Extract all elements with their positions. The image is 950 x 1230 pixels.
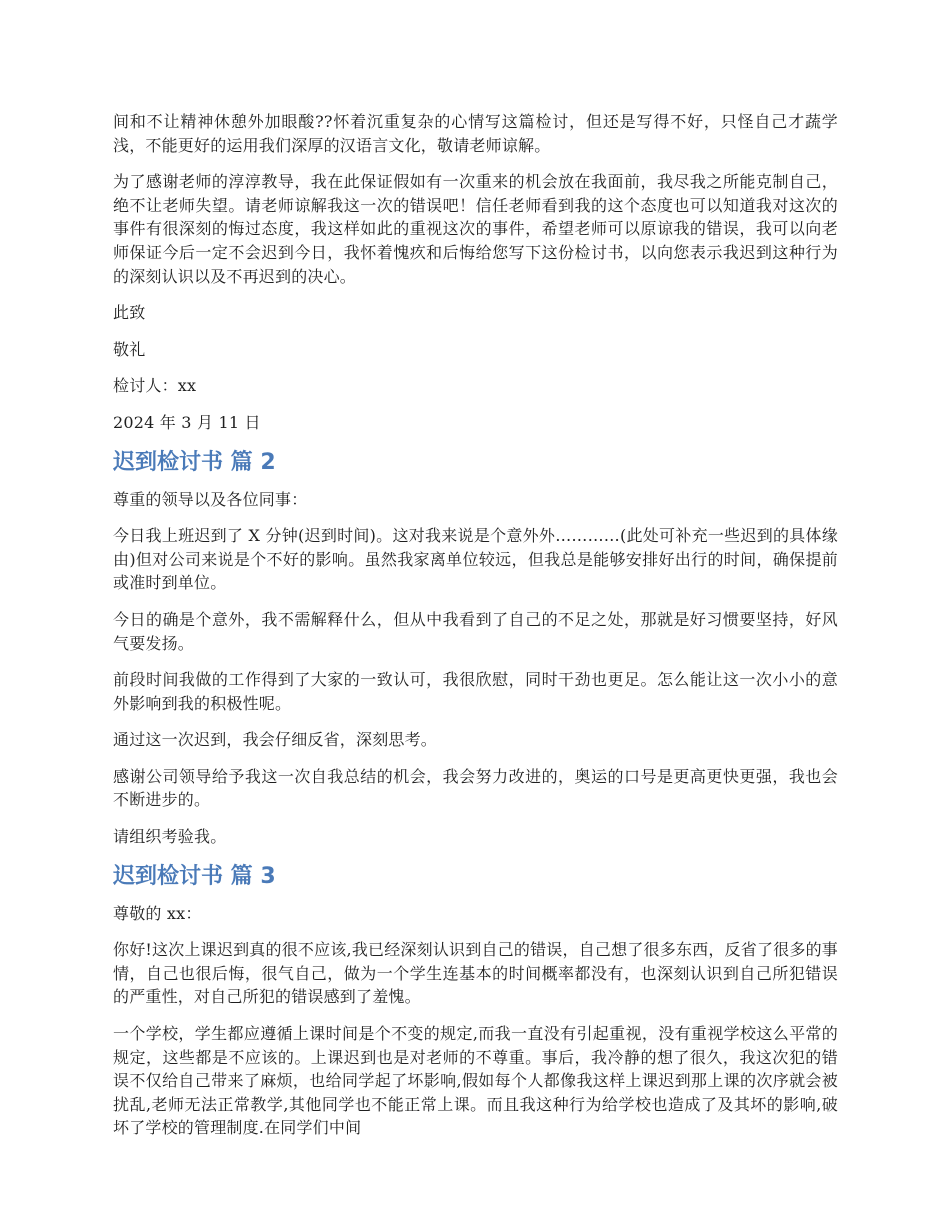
closing-salutation: 此致 xyxy=(113,303,146,323)
signature-line: 检讨人：xx xyxy=(113,376,197,396)
paragraph: 今日我上班迟到了 X 分钟(迟到时间)。这对我来说是个意外外…………(此处可补充一些迟到的具体缘由)但对公司来说是个不好的影响。虽然我家离单位较远，但我总是能够安排好出行的时间，确保提前或准时到单位。 xyxy=(113,526,838,593)
greeting: 尊敬的 xx： xyxy=(113,903,202,923)
date-line: 2024 年 3 月 11 日 xyxy=(113,412,261,432)
greeting: 尊重的领导以及各位同事： xyxy=(113,489,308,509)
closing-regards: 敬礼 xyxy=(113,339,146,359)
paragraph: 间和不让精神休憩外加眼酸??怀着沉重复杂的心情写这篇检讨，但还是写得不好，只怪自己才蔬学浅，不能更好的运用我们深厚的汉语言文化，敬请老师谅解。 xyxy=(113,112,838,155)
paragraph: 前段时间我做的工作得到了大家的一致认可，我很欣慰，同时干劲也更足。怎么能让这一次小小的意外影响到我的积极性呢。 xyxy=(113,670,838,713)
paragraph: 请组织考验我。 xyxy=(113,827,227,847)
section-heading-3: 迟到检讨书 篇 3 xyxy=(113,863,276,889)
paragraph: 你好!这次上课迟到真的很不应该,我已经深刻认识到自己的错误，自己想了很多东西，反省了很多的事情，自己也很后悔，很气自己，做为一个学生连基本的时间概率都没有，也深刻认识到自己所犯错误的严重性，对自己所犯的错误感到了羞愧。 xyxy=(113,940,838,1007)
paragraph: 今日的确是个意外，我不需解释什么，但从中我看到了自己的不足之处，那就是好习惯要坚持，好风气要发扬。 xyxy=(113,609,838,653)
paragraph: 一个学校，学生都应遵循上课时间是个不变的规定,而我一直没有引起重视，没有重视学校这么平常的规定，这些都是不应该的。上课迟到也是对老师的不尊重。事后，我冷静的想了很久，我这次犯的错误不仅给自己带来了麻烦，也给同学起了坏影响,假如每个人都像我这样上课迟到那上课的次序就会被扰乱,老师无法正常教学,其他同学也不能正常上课。而且我这种行为给学校也造成了及其坏的影响,破坏了学校的管理制度.在同学们中间 xyxy=(113,1024,838,1138)
paragraph: 为了感谢老师的淳淳教导，我在此保证假如有一次重来的机会放在我面前，我尽我之所能克制自己，绝不让老师失望。请老师谅解我这一次的错误吧！信任老师看到我的这个态度也可以知道我对这次的事件有很深刻的悔过态度，我这样如此的重视这次的事件，希望老师可以原谅我的错误，我可以向老师保证今后一定不会迟到今日，我怀着愧疚和后悔给您写下这份检讨书，以向您表示我迟到这种行为的深刻认识以及不再迟到的决心。 xyxy=(113,172,838,286)
paragraph: 感谢公司领导给予我这一次自我总结的机会，我会努力改进的，奥运的口号是更高更快更强，我也会不断进步的。 xyxy=(113,766,838,810)
paragraph: 通过这一次迟到，我会仔细反省，深刻思考。 xyxy=(113,730,438,750)
section-heading-2: 迟到检讨书 篇 2 xyxy=(113,449,276,475)
